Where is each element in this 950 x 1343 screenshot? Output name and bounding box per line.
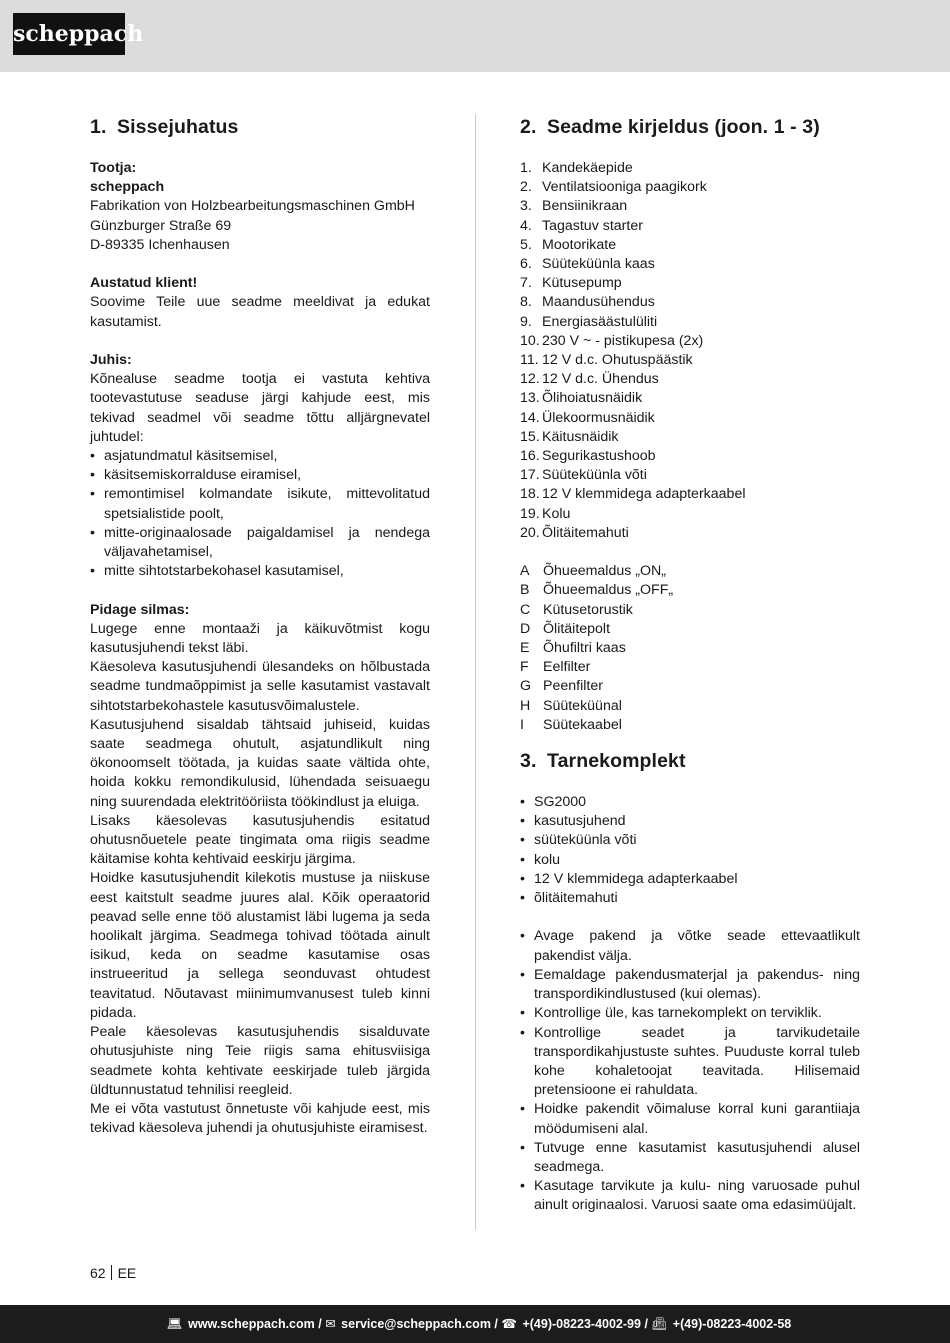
page-number: 62 EE — [90, 1265, 137, 1281]
note-label: Juhis: — [90, 352, 132, 368]
paragraph: Käesoleva kasutusjuhendi ülesandeks on hõlbustada seadme tundmaõppimist ja selle kasutamist vastavalt sihtotstarbekohastele kasutusvõimalustele. — [90, 659, 430, 714]
list-item: • Avage pakend ja võtke seade ettevaatlikult pakendist välja. — [520, 927, 860, 965]
remember-block — [90, 601, 430, 1139]
left-column — [90, 114, 430, 1138]
page-header — [0, 0, 950, 72]
list-item: I Süütekaabel — [520, 716, 622, 733]
list-item: 16. Segurikastushoob — [520, 448, 656, 465]
list-item: • kolu — [520, 851, 860, 870]
list-item: G Peenfilter — [520, 678, 603, 695]
list-item: 6. Süüteküünla kaas — [520, 256, 655, 273]
list-item: B Õhueemaldus „OFF„ — [520, 582, 674, 599]
manufacturer-label: Tootja: — [90, 160, 137, 176]
paragraph: Lugege enne montaaži ja käikuvõtmist kogu kasutusjuhendi tekst läbi. — [90, 620, 430, 657]
list-item: 11. 12 V d.c. Ohutuspäästik — [520, 352, 693, 369]
list-item: 13. Õlihoiatusnäidik — [520, 390, 643, 407]
section-3-heading: 3. Tarnekomplekt — [520, 750, 686, 773]
paragraph: Me ei võta vastutust õnnetuste või kahjude eest, mis tekivad käesoleva juhendi ja ohutusjuhiste eiramisest. — [90, 1100, 430, 1137]
manufacturer-line: Fabrikation von Holzbearbeitungsmaschinen GmbH — [90, 198, 415, 215]
list-item: • Kasutage tarvikute ja kulu- ning varuosade puhul ainult originaalosi. Varuosi saate oma edasimüüjalt. — [520, 1177, 860, 1215]
list-item: • Tutvuge enne kasutamist kasutusjuhendi alusel seadmega. — [520, 1139, 860, 1177]
paragraph: Kasutusjuhend sisaldab tähtsaid juhiseid, kuidas saate seadmega ohutult, asjatundlikult ning ökonoomselt töötada, ja kuidas saate vältida ohte, hoida kokku remondikulusid, lühendada seisuaegu ning suurendada elektritööriista töökindlust ja eluiga. — [90, 716, 430, 810]
list-item: • remontimisel kolmandate isikute, mittevolitatud spetsialistide poolt, — [90, 485, 430, 523]
list-item: • süüteküünla võti — [520, 831, 860, 850]
dear-customer-block — [90, 274, 430, 332]
list-item: • asjatundmatul käsitsemisel, — [90, 447, 430, 466]
note-text: Kõnealuse seadme tootja ei vastuta kehtiva tootevastutuse seaduse järgi kahjude eest, mis tekivad seadmel või seadme tõttu alljärgnevatel juhtudel: — [90, 371, 430, 445]
list-item: • SG2000 — [520, 793, 860, 812]
fax-icon: 📠︎ — [651, 1317, 668, 1331]
manufacturer-name: scheppach — [90, 179, 165, 196]
list-item: 12. 12 V d.c. Ühendus — [520, 371, 659, 388]
list-item: • 12 V klemmidega adapterkaabel — [520, 870, 860, 889]
paragraph: Hoidke kasutusjuhendit kilekotis mustuse ja niiskuse eest kaitstult seadme juures alal. Kõik operaatorid peavad selle enne töö alustamist läbi lugema ja seda hoolikalt järgima. Seadmega tohivad töötada ainult isikud, keda on seadme kasutamise osas instrueeritud ja sellega seonduvast ohtudest teavitatud. Nõutavast miinimumvanusest tuleb kinni pidada. — [90, 870, 430, 1021]
list-item: 10. 230 V ~ - pistikupesa (2x) — [520, 332, 704, 349]
manufacturer-line: Günzburger Straße 69 — [90, 217, 232, 234]
list-item: C Kütusetorustik — [520, 601, 633, 618]
list-item: E Õhufiltri kaas — [520, 640, 626, 657]
list-item: • Hoidke pakendit võimaluse korral kuni garantiiaja möödumiseni alal. — [520, 1100, 860, 1138]
list-item: 17. Süüteküünla võti — [520, 467, 647, 484]
list-item: • Kontrollige seadet ja tarvikudetaile transpordikahjustuste suhtes. Puuduste korral tuleb kohe kohaletoojat teavitada. Hilisemaid pretensioone ei rahuldata. — [520, 1024, 860, 1101]
liability-list — [90, 447, 430, 581]
mail-icon: ✉︎ — [325, 1317, 336, 1331]
list-item: 15. Käitusnäidik — [520, 428, 619, 445]
list-item: 3. Bensiinikraan — [520, 198, 628, 215]
dear-customer-label: Austatud klient! — [90, 275, 198, 292]
list-item: 1. Kandekäepide — [520, 160, 633, 176]
list-item: D Õlitäitepolt — [520, 620, 611, 637]
column-divider — [475, 114, 476, 1230]
list-item: 18. 12 V klemmidega adapterkaabel — [520, 486, 746, 503]
list-item: 14. Ülekoormusnäidik — [520, 409, 655, 426]
unpacking-instructions-list — [520, 927, 860, 1215]
page-footer: 💻︎ www.scheppach.com / ✉︎ service@scheppach.com / ☎︎ +(49)-08223-4002-99 / 📠︎ +(49)-08223-4002-58 — [0, 1305, 950, 1343]
note-block — [90, 351, 430, 581]
footer-phone: +(49)-08223-4002-99 — [522, 1317, 641, 1331]
dear-customer-text: Soovime Teile uue seadme meeldivat ja edukat kasutamist. — [90, 294, 430, 330]
list-item: 4. Tagastuv starter — [520, 217, 643, 234]
footer-fax: +(49)-08223-4002-58 — [672, 1317, 792, 1331]
list-item: • Kontrollige üle, kas tarnekomplekt on terviklik. — [520, 1004, 860, 1023]
parts-numbered-list — [520, 159, 860, 543]
paragraph: Peale käesolevas kasutusjuhendis sisalduvate ohutusjuhiste ning Teie riigis sama ehitusviisiga seadmete kohta kehtivate eeskirjade tuleb järgida üldtunnustatud tehnilisi reegleid. — [90, 1024, 430, 1098]
list-item: • käsitsemiskorralduse eiramisel, — [90, 466, 430, 485]
list-item: • kasutusjuhend — [520, 812, 860, 831]
list-item: • mitte sihtotstarbekohasel kasutamisel, — [90, 562, 430, 581]
footer-email[interactable]: service@scheppach.com — [341, 1317, 491, 1331]
computer-icon: 💻︎ — [166, 1317, 183, 1331]
list-item: 2. Ventilatsiooniga paagikork — [520, 179, 707, 196]
scheppach-logo: scheppach — [13, 13, 125, 55]
list-item: • Eemaldage pakendusmaterjal ja pakendus- ning transpordikindlustused (kui olemas). — [520, 966, 860, 1004]
list-item: H Süüteküünal — [520, 697, 622, 714]
section-1-heading: 1. Sissejuhatus — [90, 116, 239, 138]
list-item: 19. Kolu — [520, 505, 571, 522]
list-item: 8. Maandusühendus — [520, 294, 655, 311]
phone-icon: ☎︎ — [501, 1317, 517, 1331]
list-item: 20. Õlitäitemahuti — [520, 524, 629, 541]
manufacturer-block — [90, 159, 430, 255]
section-2-heading: 2. Seadme kirjeldus (joon. 1 - 3) — [520, 116, 820, 138]
list-item: 9. Energiasäästulüliti — [520, 313, 658, 330]
paragraph: Lisaks käesolevas kasutusjuhendis esitatud ohutusnõuetele peate tingimata oma riigis seadme käitamise kohta kehtivaid eeskirju järgima. — [90, 812, 430, 868]
list-item: A Õhueemaldus „ON„ — [520, 563, 667, 580]
delivery-list — [520, 793, 860, 908]
parts-lettered-list — [520, 562, 860, 735]
remember-label: Pidage silmas: — [90, 601, 190, 618]
right-column — [520, 114, 860, 1216]
footer-website[interactable]: www.scheppach.com — [188, 1317, 315, 1331]
list-item: 5. Mootorikate — [520, 236, 617, 253]
list-item: F Eelfilter — [520, 659, 591, 676]
list-item: • õlitäitemahuti — [520, 889, 860, 908]
manufacturer-line: D-89335 Ichenhausen — [90, 236, 230, 253]
list-item: 7. Kütusepump — [520, 275, 622, 292]
list-item: • mitte-originaalosade paigaldamisel ja nendega väljavahetamisel, — [90, 524, 430, 562]
